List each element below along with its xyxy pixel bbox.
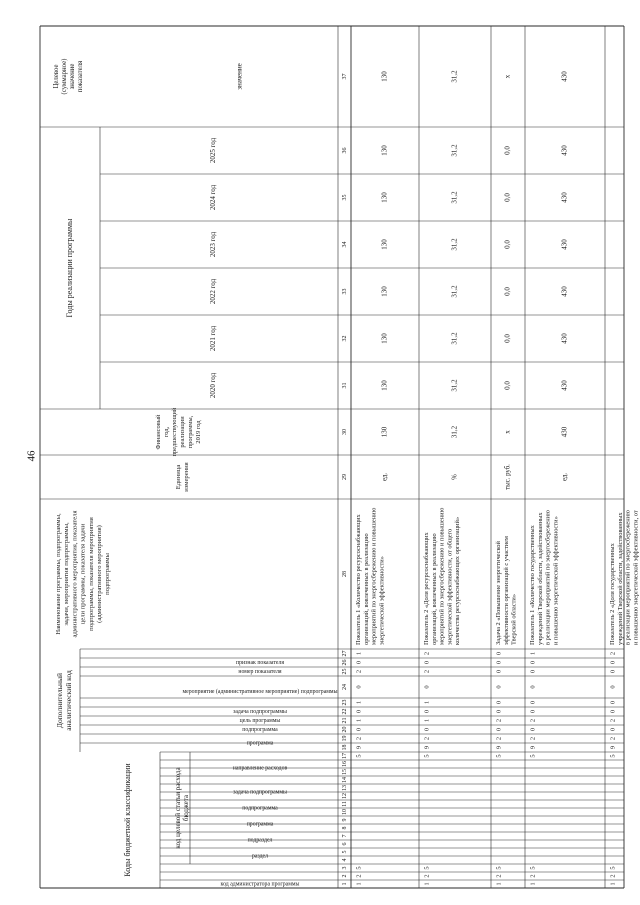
column-number-35: 35 <box>341 194 348 201</box>
admin-code-digit: 5 <box>609 866 617 870</box>
row-3-year-2025: 0,0 <box>503 146 512 155</box>
analytic-code-digit: 0 <box>423 685 431 689</box>
analytic-code-digit: 2 <box>495 718 503 723</box>
row-unit-2: % <box>451 474 459 480</box>
row-name-5: Показатель 2 «Доля государственныхучреждений Тверской области, задействованныхв реализации мероприятий по энергосбережениюи повышению энергетической эффективности, от <box>609 510 640 645</box>
column-number-18: 18 <box>341 744 348 751</box>
code-col-label-1: код администратора программы <box>220 881 300 888</box>
analytic-code-digit: 0 <box>495 660 503 665</box>
admin-code-digit: 1 <box>529 882 537 886</box>
analytic-group-title: Дополнительныйаналитический код <box>55 670 73 731</box>
row-3-year-2023: 0,0 <box>503 240 512 249</box>
row-2-year-2025: 31,2 <box>450 144 459 157</box>
column-number-31: 31 <box>341 382 348 389</box>
column-number-36: 36 <box>341 147 348 154</box>
analytic-code-digit: 5 <box>609 754 617 758</box>
analytic-code-digit: 2 <box>423 651 431 656</box>
analytic-code-digit: 0 <box>529 709 537 714</box>
analytic-code-digit: 5 <box>423 754 431 758</box>
admin-code-digit: 1 <box>495 882 503 886</box>
column-number-28: 28 <box>341 571 348 577</box>
analytic-code-digit: 2 <box>355 669 363 674</box>
analytic-code-digit: 0 <box>355 727 363 732</box>
row-name-4: Показатель 1 «Количество государственныхучреждений Тверской области, задействованныхв реализации мероприятий по энергосбережениюи повышению энергетической эффективности» <box>529 510 560 645</box>
admin-code-digit: 2 <box>609 874 617 878</box>
code-col-label-9: подпрограмма <box>242 726 278 733</box>
column-number-20: 20 <box>341 726 348 733</box>
analytic-code-digit: 0 <box>609 709 617 714</box>
column-number-24: 24 <box>341 684 348 690</box>
column-number-33: 33 <box>341 288 348 295</box>
row-1-year-2025: 130 <box>380 145 389 156</box>
admin-code-digit: 1 <box>355 882 363 886</box>
row-4-year-2025: 430 <box>560 145 569 156</box>
analytic-code-digit: 0 <box>495 700 503 705</box>
code-col-label-3: подраздел <box>247 837 273 844</box>
row-1-year-2022: 130 <box>380 286 389 297</box>
analytic-code-digit: 1 <box>355 718 363 723</box>
row-4-year-2020: 430 <box>560 380 569 391</box>
analytic-code-digit: 0 <box>529 669 537 674</box>
analytic-code-digit: 0 <box>495 727 503 732</box>
column-number-10: 10 <box>341 809 348 815</box>
analytic-code-digit: 0 <box>355 685 363 689</box>
analytic-code-digit: 0 <box>423 709 431 714</box>
column-number-9: 9 <box>341 818 348 822</box>
analytic-code-digit: 0 <box>529 700 537 705</box>
target-column-title: Целевое(суммарное)значениепоказателя <box>53 58 84 95</box>
analytic-code-digit: 9 <box>529 745 537 750</box>
analytic-code-digit: 2 <box>529 736 537 741</box>
table-body <box>40 26 640 888</box>
admin-code-digit: 1 <box>609 882 617 886</box>
analytic-code-digit: 5 <box>529 754 537 758</box>
row-unit-1: ед. <box>381 472 389 482</box>
budget-indicators-table <box>40 26 640 888</box>
row-2-year-2020: 31,2 <box>450 379 459 392</box>
year-header-2023: 2023 год <box>209 231 217 258</box>
analytic-code-digit: 0 <box>423 727 431 732</box>
row-2-year-2023: 31,2 <box>450 238 459 251</box>
analytic-code-digit: 5 <box>355 754 363 758</box>
column-number-2: 2 <box>341 874 348 878</box>
column-number-16: 16 <box>341 761 348 767</box>
code-col-label-13: номер показателя <box>238 668 282 675</box>
row-target-4: 430 <box>560 71 569 82</box>
column-number-17: 17 <box>341 753 348 759</box>
analytic-code-digit: 1 <box>355 651 363 656</box>
analytic-code-digit: 0 <box>495 685 503 689</box>
column-number-30: 30 <box>341 429 348 435</box>
column-number-7: 7 <box>341 834 348 838</box>
column-number-4: 4 <box>341 858 348 862</box>
page-number: 46 <box>25 450 38 462</box>
analytic-code-digit: 5 <box>495 754 503 758</box>
code-col-label-12: мероприятие (административное мероприятие) подпрограммы <box>182 688 338 695</box>
code-col-label-11: задача подпрограммы <box>233 708 287 715</box>
row-1-year-2024: 130 <box>380 192 389 203</box>
base-year-column-title: Финансовыйгод,предшествующийреализациипрограммы,2019 год <box>155 407 202 457</box>
column-number-1: 1 <box>341 882 348 886</box>
analytic-code-digit: 2 <box>495 736 503 741</box>
code-col-label-8: программа <box>246 740 274 747</box>
row-4-year-2022: 430 <box>560 286 569 297</box>
column-number-32: 32 <box>341 335 348 342</box>
row-3-year-2020: 0,0 <box>503 381 512 390</box>
target-article-title: код целевой статьи расходабюджета <box>174 767 190 849</box>
year-header-2025: 2025 год <box>209 137 217 164</box>
analytic-code-digit: 9 <box>423 745 431 750</box>
year-header-2020: 2020 год <box>209 372 217 399</box>
code-col-label-7: направление расходов <box>232 765 288 772</box>
analytic-code-digit: 2 <box>609 651 617 656</box>
admin-code-digit: 5 <box>355 866 363 870</box>
row-base-value-4: 430 <box>560 426 569 438</box>
column-number-27: 27 <box>341 650 348 657</box>
admin-code-digit: 2 <box>355 874 363 878</box>
row-3-year-2024: 0,0 <box>503 193 512 202</box>
column-number-6: 6 <box>341 842 348 846</box>
analytic-code-digit: 1 <box>423 718 431 723</box>
column-number-3: 3 <box>341 866 348 870</box>
row-1-year-2023: 130 <box>380 239 389 250</box>
analytic-code-digit: 0 <box>609 669 617 674</box>
analytic-code-digit: 2 <box>609 718 617 723</box>
analytic-code-digit: 0 <box>355 709 363 714</box>
column-number-26: 26 <box>341 659 348 666</box>
analytic-code-digit: 2 <box>529 718 537 723</box>
analytic-code-digit: 0 <box>609 727 617 732</box>
column-number-15: 15 <box>341 769 348 775</box>
column-number-8: 8 <box>341 826 348 830</box>
years-group-title: Годы реализации программы <box>64 218 74 318</box>
code-col-label-14: признак показателя <box>235 659 285 666</box>
code-col-label-4: программа <box>246 821 274 828</box>
row-4-year-2021: 430 <box>560 333 569 344</box>
column-number-22: 22 <box>341 708 348 715</box>
analytic-code-digit: 0 <box>529 727 537 732</box>
analytic-code-digit: 0 <box>495 709 503 714</box>
row-3-year-2022: 0,0 <box>503 287 512 296</box>
analytic-code-digit: 0 <box>495 651 503 656</box>
row-1-year-2020: 130 <box>380 380 389 391</box>
code-col-label-6: задача подпрограммы <box>233 789 287 796</box>
analytic-code-digit: 0 <box>355 660 363 665</box>
analytic-code-digit: 0 <box>529 660 537 665</box>
row-unit-3: тыс. руб. <box>504 464 512 490</box>
analytic-code-digit: 0 <box>609 660 617 665</box>
row-name-1: Показатель 1 «Количество ресурсоснабжающихорганизаций, вовлеченных в реализациюмероприятий по энергосбережению и повышениюэнергетической эффективности» <box>355 507 386 645</box>
name-column-title: Наименование программы, подпрограммы,задачи, мероприятия подпрограммы,административного мероприятия, показателяцели программы, показателя задачиподпрограммы, показателя мероприятия(административного мероприятия)подпрограммы <box>55 510 112 638</box>
row-name-3: Задача 2 «Повышение энергетическойэффективности организаций с участиемТверской области» <box>495 536 518 645</box>
row-base-value-3: x <box>503 430 512 434</box>
column-number-11: 11 <box>341 801 348 807</box>
admin-code-digit: 2 <box>423 874 431 878</box>
column-number-37: 37 <box>341 73 348 80</box>
row-2-year-2021: 31,2 <box>450 332 459 345</box>
admin-code-digit: 5 <box>495 866 503 870</box>
analytic-code-digit: 2 <box>609 736 617 741</box>
column-number-14: 14 <box>341 777 348 783</box>
analytic-code-digit: 0 <box>529 685 537 689</box>
row-target-3: x <box>503 74 512 79</box>
analytic-code-digit: 9 <box>609 745 617 750</box>
code-col-label-2: раздел <box>251 853 269 860</box>
unit-column-title: Единицаизмерения <box>175 462 190 492</box>
analytic-code-digit: 0 <box>609 700 617 705</box>
year-header-2022: 2022 год <box>209 278 217 305</box>
target-value-title: значение <box>235 63 244 90</box>
column-number-12: 12 <box>341 793 348 799</box>
code-col-label-5: подпрограмма <box>242 805 278 812</box>
analytic-code-digit: 2 <box>423 736 431 741</box>
row-4-year-2024: 430 <box>560 192 569 203</box>
codes-group-title: Коды бюджетной классификации <box>123 763 132 877</box>
admin-code-digit: 2 <box>495 874 503 878</box>
year-header-2024: 2024 год <box>209 184 217 211</box>
row-4-year-2023: 430 <box>560 239 569 250</box>
row-2-year-2022: 31,2 <box>450 285 459 298</box>
admin-code-digit: 5 <box>423 866 431 870</box>
column-number-23: 23 <box>341 699 348 706</box>
year-header-2021: 2021 год <box>209 325 217 352</box>
row-base-value-2: 31,2 <box>450 425 459 439</box>
row-base-value-1: 130 <box>380 426 389 438</box>
code-col-label-10: цель программы <box>239 717 281 724</box>
analytic-code-digit: 9 <box>355 745 363 750</box>
column-number-29: 29 <box>341 474 348 480</box>
analytic-code-digit: 0 <box>423 660 431 665</box>
column-number-19: 19 <box>341 735 348 742</box>
row-2-year-2024: 31,2 <box>450 191 459 204</box>
analytic-code-digit: 2 <box>355 736 363 741</box>
row-target-1: 130 <box>380 71 389 82</box>
column-number-34: 34 <box>341 241 348 248</box>
analytic-code-digit: 0 <box>495 669 503 674</box>
analytic-code-digit: 1 <box>355 700 363 705</box>
row-target-2: 31,2 <box>450 70 459 83</box>
analytic-code-digit: 1 <box>423 700 431 705</box>
analytic-code-digit: 1 <box>529 651 537 656</box>
landscape-table-sheet <box>40 26 640 888</box>
analytic-code-digit: 0 <box>609 685 617 689</box>
column-number-5: 5 <box>341 850 348 854</box>
row-unit-4: ед. <box>561 472 569 482</box>
row-1-year-2021: 130 <box>380 333 389 344</box>
admin-code-digit: 1 <box>423 882 431 886</box>
analytic-code-digit: 2 <box>423 669 431 674</box>
column-number-13: 13 <box>341 785 348 791</box>
column-number-21: 21 <box>341 717 348 724</box>
admin-code-digit: 2 <box>529 874 537 878</box>
row-3-year-2021: 0,0 <box>503 334 512 343</box>
admin-code-digit: 5 <box>529 866 537 870</box>
row-name-2: Показатель 2 «Доля ресурсоснабжающихорганизаций, вовлеченных в реализациюмероприятий по энергосбережению и повышениюэнергетической эффективности, от общегоколичества ресурсоснабжающих организаций» <box>423 507 462 645</box>
analytic-code-digit: 9 <box>495 745 503 750</box>
column-number-25: 25 <box>341 668 348 675</box>
